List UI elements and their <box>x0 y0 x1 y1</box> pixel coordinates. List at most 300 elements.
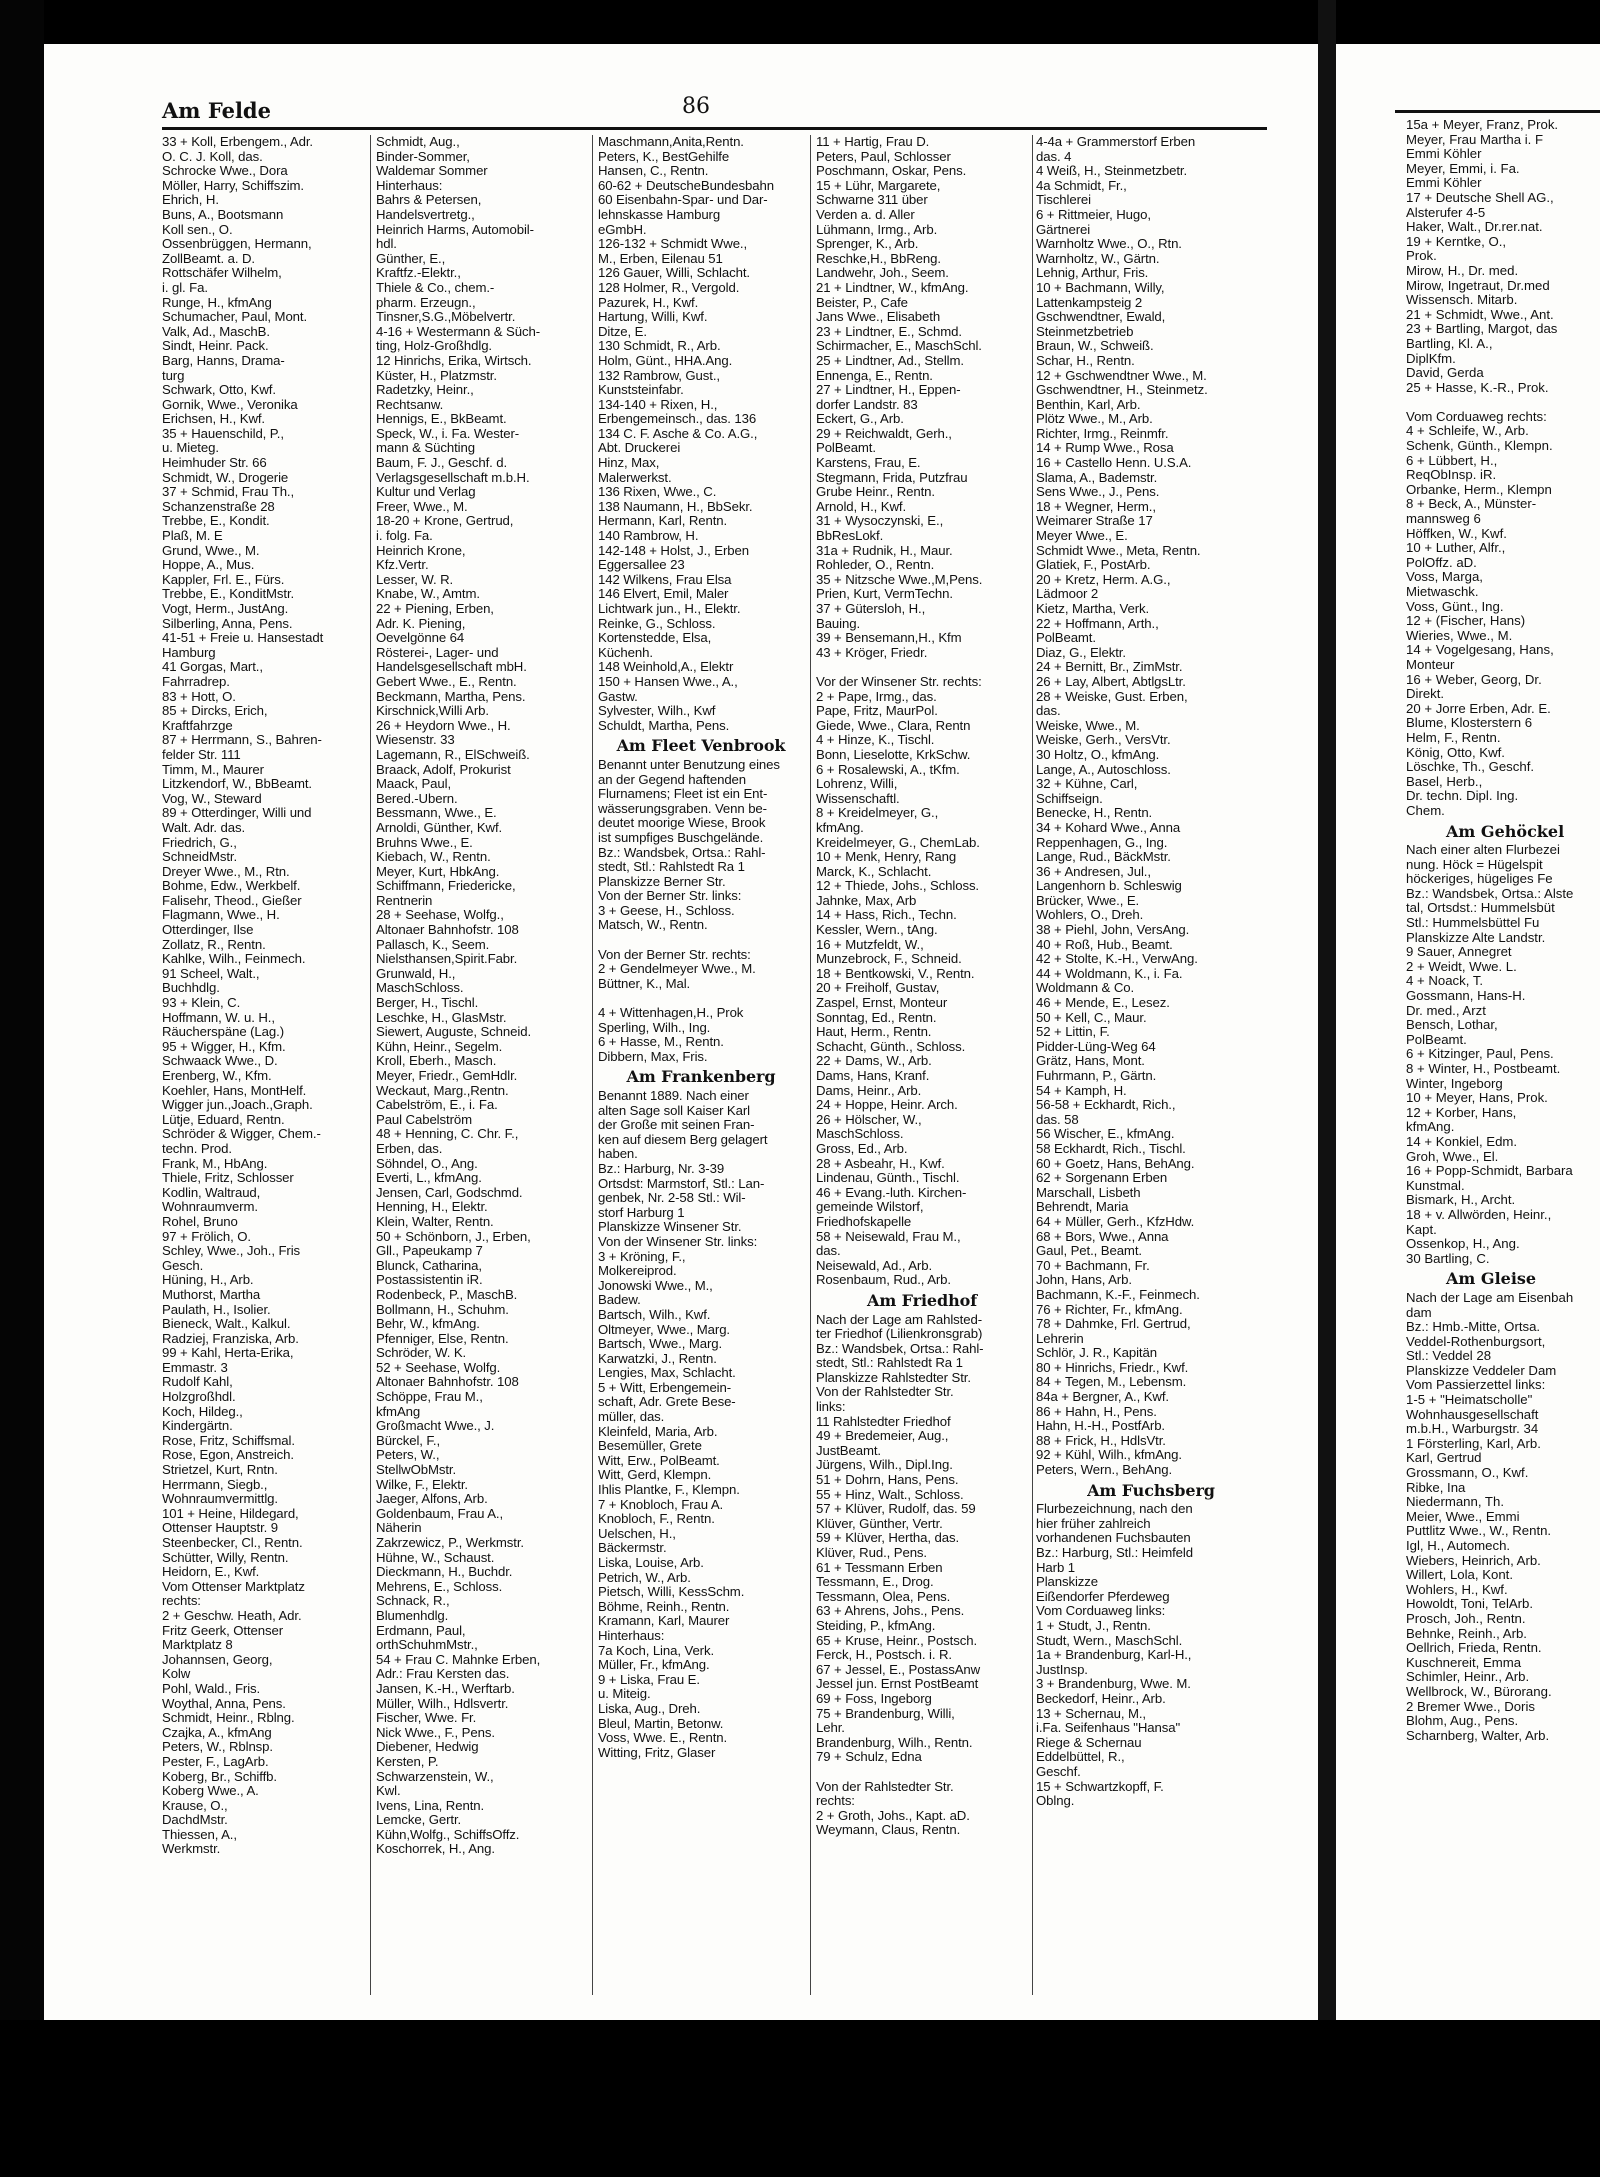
directory-entry: Thiessen, A., <box>162 1826 237 1842</box>
directory-entry: eGmbH. <box>598 221 647 237</box>
directory-entry: Kultur und Verlag <box>376 484 476 500</box>
directory-entry: Munzebrock, F., Schneid. <box>816 951 962 967</box>
directory-entry: Koll sen., O. <box>162 221 233 237</box>
directory-entry: Johannsen, Georg, <box>162 1651 273 1667</box>
directory-entry: Maack, Paul, <box>376 776 452 792</box>
directory-entry: Bachmann, K.-F., Feinmech. <box>1036 1286 1200 1302</box>
directory-entry: Mietwaschk. <box>1406 584 1479 599</box>
directory-entry: Heinrich Krone, <box>376 542 466 558</box>
directory-entry: 14 + Vogelgesang, Hans, <box>1406 642 1554 658</box>
directory-entry: Kahlke, Wilh., Feinmech. <box>162 951 306 967</box>
facing-header-rule <box>1395 110 1600 113</box>
directory-entry: Lühmann, Irmg., Arb. <box>816 221 938 237</box>
directory-entry: ken auf diesem Berg gelagert <box>598 1131 768 1147</box>
directory-entry: 21 + Schmidt, Wwe., Ant. <box>1406 306 1554 322</box>
directory-entry: Trebbe, E., KonditMstr. <box>162 586 295 602</box>
directory-entry: 130 Schmidt, R., Arb. <box>598 338 721 354</box>
directory-entry: Waldemar Sommer <box>376 163 488 179</box>
directory-entry: 18-20 + Krone, Gertrud, <box>376 513 514 529</box>
directory-entry: 54 + Kamph, H. <box>1036 1082 1127 1098</box>
directory-entry: Nach einer alten Flurbezei <box>1406 842 1560 858</box>
directory-entry: Rose, Egon, Anstreich. <box>162 1447 294 1463</box>
directory-entry: Karstens, Frau, E. <box>816 455 921 471</box>
directory-entry: 21 + Lindtner, W., kfmAng. <box>816 279 969 295</box>
directory-entry: deutet moorige Wiese, Brook <box>598 815 766 831</box>
directory-entry: 8 + Kreidelmeyer, G., <box>816 805 939 821</box>
directory-entry: i. folg. Fa. <box>376 528 433 544</box>
directory-entry: Gross, Ed., Arb. <box>816 1140 908 1156</box>
directory-entry: Kuschnereit, Emma <box>1406 1654 1522 1670</box>
directory-entry: Howoldt, Toni, TelArb. <box>1406 1596 1534 1612</box>
directory-entry: Prien, Kurt, VermTechn. <box>816 586 953 602</box>
running-head-street: Am Felde <box>162 98 271 123</box>
directory-entry: Besemüller, Grete <box>598 1438 702 1454</box>
directory-entry: alten Sage soll Kaiser Karl <box>598 1102 750 1118</box>
directory-entry: 22 + Dams, W., Arb. <box>816 1053 932 1069</box>
directory-entry: Holzgroßhdl. <box>162 1389 236 1405</box>
directory-entry: Silberling, Anna, Pens. <box>162 615 293 631</box>
directory-entry: Hinz, Max, <box>598 455 660 471</box>
directory-entry: Meyer, Friedr., GemHdlr. <box>376 1068 518 1083</box>
directory-entry: Witt, Erw., PolBeamt. <box>598 1452 720 1468</box>
directory-entry: Nach der Lage am Eisenbah <box>1406 1289 1574 1305</box>
directory-entry: Witt, Gerd, Klempn. <box>598 1467 712 1483</box>
directory-entry: 36 + Andresen, Jul., <box>1036 863 1151 879</box>
directory-entry: 12 + Gschwendtner Wwe., M. <box>1036 367 1207 383</box>
directory-entry: Wohnraumverm. <box>162 1199 258 1215</box>
directory-entry: Flurbezeichnung, nach den <box>1036 1501 1193 1517</box>
directory-entry: 8 + Winter, H., Postbeamt. <box>1406 1061 1561 1076</box>
directory-entry: JustInsp. <box>1036 1661 1088 1677</box>
directory-entry: 52 + Littin, F. <box>1036 1024 1110 1040</box>
directory-entry: Voss, Marga, <box>1406 569 1483 585</box>
directory-entry: MaschSchloss. <box>816 1126 904 1142</box>
directory-entry: 48 + Henning, C. Chr. F., <box>376 1126 519 1142</box>
directory-entry: höckeriges, hügeliges Fe <box>1406 871 1553 887</box>
directory-entry: Beister, P., Cafe <box>816 294 908 310</box>
directory-entry: Vom Corduaweg links: <box>1036 1603 1166 1619</box>
directory-entry: 15 + Lühr, Margarete, <box>816 177 941 193</box>
directory-entry: 31a + Rudnik, H., Maur. <box>816 542 953 558</box>
directory-entry: Rechtsanw. <box>376 396 444 412</box>
directory-entry: 50 + Kell, C., Maur. <box>1036 1009 1147 1025</box>
directory-entry: Pfenniger, Else, Rentn. <box>376 1330 509 1346</box>
directory-entry: Niedermann, Th. <box>1406 1494 1504 1510</box>
directory-entry: Grube Heinr., Rentn. <box>816 484 935 500</box>
directory-entry: Mirow, H., Dr. med. <box>1406 262 1519 278</box>
directory-entry: Nielsthansen,Spirit.Fabr. <box>376 951 518 967</box>
directory-entry: Schöppe, Frau M., <box>376 1389 483 1405</box>
directory-entry: Friedrich, G., <box>162 834 237 850</box>
directory-entry: Müller, Fr., kfmAng. <box>598 1657 710 1673</box>
directory-entry: Schuldt, Martha, Pens. <box>598 717 730 733</box>
directory-entry: Malerwerkst. <box>598 469 672 485</box>
directory-entry: Lengies, Max, Schlacht. <box>598 1365 736 1381</box>
directory-entry: Rösterei-, Lager- und <box>376 644 499 660</box>
directory-entry: 6 + Rittmeier, Hugo, <box>1036 206 1151 222</box>
directory-entry: Gastw. <box>598 688 638 704</box>
directory-entry: 126 Gauer, Willi, Schlacht. <box>598 265 750 281</box>
directory-entry: 17 + Deutsche Shell AG., <box>1406 189 1554 205</box>
directory-entry: Bäckermstr. <box>598 1540 667 1556</box>
directory-entry: wässerungsgraben. Venn be- <box>598 800 767 816</box>
directory-entry: Bieneck, Walt., Kalkul. <box>162 1316 291 1332</box>
directory-entry: 52 + Seehase, Wolfg. <box>376 1359 501 1375</box>
directory-entry: Henning, H., Elektr. <box>376 1199 488 1215</box>
directory-entry: Reinke, G., Schloss. <box>598 615 716 631</box>
directory-entry: Von der Rahlstedter Str. <box>816 1778 954 1794</box>
directory-entry: Jansen, K.-H., Werftarb. <box>376 1680 515 1696</box>
directory-entry: Wilke, F., Elektr. <box>376 1476 468 1492</box>
directory-entry: Weymann, Claus, Rentn. <box>816 1822 961 1838</box>
directory-entry: 60 Eisenbahn-Spar- und Dar- <box>598 192 768 208</box>
directory-entry: Hinterhaus: <box>598 1627 665 1643</box>
directory-entry: Kwl. <box>376 1783 401 1799</box>
directory-entry: Koehler, Hans, MontHelf. <box>162 1082 307 1098</box>
directory-entry: Steinmetzbetrieb <box>1036 323 1134 339</box>
directory-entry: Stegmann, Frida, Putzfrau <box>816 469 968 485</box>
directory-entry: Valk, Ad., MaschB. <box>162 323 270 339</box>
directory-entry: kfmAng. <box>1406 1119 1455 1135</box>
directory-entry: Koberg Wwe., A. <box>162 1783 259 1799</box>
directory-entry: Bz.: Wandsbek, Ortsa.: Rahl- <box>816 1340 984 1356</box>
directory-entry: Radetzky, Heinr., <box>376 382 474 398</box>
column-divider <box>810 135 811 1995</box>
directory-entry: Ferck, H., Postsch. i. R. <box>816 1647 952 1663</box>
directory-entry: der Große mit seinen Fran- <box>598 1117 755 1133</box>
directory-entry: König, Otto, Kwf. <box>1406 744 1505 760</box>
directory-entry: Harb 1 <box>1036 1559 1075 1575</box>
directory-entry: Verlagsgesellschaft m.b.H. <box>376 469 530 485</box>
directory-entry: hier früher zahlreich <box>1036 1515 1151 1531</box>
directory-entry: Wohnhausgesellschaft <box>1406 1406 1539 1422</box>
directory-entry: storf Harburg 1 <box>598 1204 685 1220</box>
directory-entry: Paul Cabelström <box>376 1111 472 1127</box>
directory-entry: Wohlers, H., Kwf. <box>1406 1581 1508 1597</box>
directory-entry: 11 + Hartig, Frau D. <box>816 135 930 149</box>
directory-entry: Bollmann, H., Schuhm. <box>376 1301 509 1317</box>
directory-entry: Gschwendtner, H., Steinmetz. <box>1036 382 1208 398</box>
directory-entry: Reppenhagen, G., Ing. <box>1036 834 1168 850</box>
directory-entry: Flagmann, Wwe., H. <box>162 907 280 923</box>
directory-entry: 40 + Roß, Hub., Beamt. <box>1036 936 1173 952</box>
directory-entry: Dams, Hans, Kranf. <box>816 1068 930 1083</box>
directory-entry: Meyer, Kurt, HbkAng. <box>376 863 500 879</box>
directory-entry: 16 + Castello Henn. U.S.A. <box>1036 455 1192 471</box>
directory-column-3 <box>598 135 804 2005</box>
directory-entry: Rohel, Bruno <box>162 1213 238 1229</box>
directory-entry: Eißendorfer Pferdeweg <box>1036 1588 1170 1604</box>
directory-entry: Rosenbaum, Rud., Arb. <box>816 1272 951 1288</box>
directory-entry: Bz.: Harburg, Nr. 3-39 <box>598 1160 725 1176</box>
directory-entry: 15 + Schwartzkopff, F. <box>1036 1778 1164 1794</box>
directory-entry: Kreidelmeyer, G., ChemLab. <box>816 834 980 850</box>
directory-entry: Müller, Wilh., Hdlsvertr. <box>376 1695 509 1711</box>
directory-entry: Thiele & Co., chem.- <box>376 279 495 295</box>
directory-entry: 20 + Freiholf, Gustav, <box>816 980 940 996</box>
directory-entry: Knabe, W., Amtm. <box>376 586 480 602</box>
directory-entry: Schimler, Heinr., Arb. <box>1406 1669 1530 1685</box>
directory-entry: Bensch, Lothar, <box>1406 1017 1498 1033</box>
directory-entry: 1 Försterling, Karl, Arb. <box>1406 1435 1541 1451</box>
directory-entry: Kodlin, Waltraud, <box>162 1184 261 1200</box>
directory-entry: Hüning, H., Arb. <box>162 1272 254 1288</box>
directory-entry: Prok. <box>1406 248 1437 264</box>
directory-column-1 <box>162 135 367 2005</box>
directory-entry: an der Gegend haftenden <box>598 771 747 787</box>
directory-entry: Tischlerei <box>1036 192 1091 208</box>
directory-entry: Klüver, Günther, Vertr. <box>816 1515 943 1531</box>
street-heading: Am Frankenberg <box>626 1067 776 1087</box>
directory-entry: Warnholtz Wwe., O., Rtn. <box>1036 236 1182 252</box>
directory-entry: Planskizze Alte Landstr. <box>1406 929 1546 945</box>
spacer <box>816 1765 1028 1780</box>
directory-entry: rechts: <box>162 1593 201 1609</box>
scan-border-bottom <box>0 2020 1600 2177</box>
directory-entry: Benecke, H., Rentn. <box>1036 805 1153 821</box>
directory-entry: Koberg, Br., Schiffb. <box>162 1768 277 1784</box>
directory-entry: 88 + Frick, H., HdlsVtr. <box>1036 1432 1166 1448</box>
directory-entry: Höffken, W., Kwf. <box>1406 525 1507 541</box>
directory-entry: 46 + Mende, E., Lesez. <box>1036 995 1170 1011</box>
directory-entry: Adr.: Frau Kersten das. <box>376 1666 510 1682</box>
directory-entry: Everti, L., kfmAng. <box>376 1170 482 1186</box>
directory-entry: Ditze, E. <box>598 323 647 339</box>
directory-entry: 34 + Kohard Wwe., Anna <box>1036 819 1181 835</box>
directory-entry: Mirow, Ingetraut, Dr.med <box>1406 277 1550 293</box>
directory-entry: Oblng. <box>1036 1793 1075 1809</box>
directory-entry: Tessmann, Olea, Pens. <box>816 1588 951 1604</box>
directory-entry: 138 Naumann, H., BbSekr. <box>598 498 753 514</box>
directory-entry: Oevelgönne 64 <box>376 630 465 646</box>
directory-entry: 84 + Tegen, M., Lebensm. <box>1036 1374 1187 1390</box>
directory-entry: 33 + Koll, Erbengem., Adr. <box>162 135 313 149</box>
directory-entry: Ivens, Lina, Rentn. <box>376 1797 485 1813</box>
directory-entry: 4-4a + Grammerstorf Erben <box>1036 135 1196 149</box>
directory-entry: 61 + Tessmann Erben <box>816 1559 943 1575</box>
directory-entry: 35 + Hauenschild, P., <box>162 425 284 441</box>
directory-entry: 142 Wilkens, Frau Elsa <box>598 571 732 587</box>
directory-entry: Studt, Wern., MaschSchl. <box>1036 1632 1183 1648</box>
directory-entry: 67 + Jessel, E., PostassAnw <box>816 1661 981 1677</box>
directory-entry: m.b.H., Warburgstr. 34 <box>1406 1421 1539 1437</box>
directory-entry: 60-62 + DeutscheBundesbahn <box>598 177 774 193</box>
directory-entry: Orbanke, Herm., Klempn <box>1406 481 1552 497</box>
directory-entry: Kühn, Heinr., Segelm. <box>376 1038 503 1054</box>
directory-entry: 60 + Goetz, Hans, BehAng. <box>1036 1155 1195 1171</box>
directory-entry: Dr. med., Arzt <box>1406 1002 1486 1018</box>
directory-entry: Großmacht Wwe., J. <box>376 1418 495 1434</box>
directory-entry: Sindt, Heinr. Pack. <box>162 338 269 354</box>
directory-entry: Riege & Schernau <box>1036 1734 1142 1750</box>
directory-entry: Schwarzenstein, W., <box>376 1768 494 1784</box>
street-heading: Am Friedhof <box>867 1290 977 1310</box>
directory-entry: Bismark, H., Archt. <box>1406 1192 1516 1208</box>
directory-entry: Witting, Fritz, Glaser <box>598 1744 716 1760</box>
directory-entry: Weckaut, Marg.,Rentn. <box>376 1082 509 1098</box>
directory-entry: Diebener, Hedwig <box>376 1739 479 1755</box>
directory-entry: Kappler, Frl. E., Fürs. <box>162 571 285 587</box>
directory-entry: Czajka, A., kfmAng <box>162 1724 272 1740</box>
directory-entry: Bz.: Hmb.-Mitte, Ortsa. <box>1406 1319 1541 1335</box>
directory-entry: 140 Rambrow, H. <box>598 528 699 544</box>
directory-entry: Bessmann, Wwe., E. <box>376 805 497 821</box>
directory-entry: turg <box>162 367 185 383</box>
directory-entry: Fischer, Wwe. Fr. <box>376 1710 477 1726</box>
facing-page-column <box>1406 118 1600 1743</box>
directory-entry: Schar, H., Rentn. <box>1036 352 1135 368</box>
directory-entry: Lehnig, Arthur, Fris. <box>1036 265 1149 281</box>
directory-entry: Helm, F., Rentn. <box>1406 729 1501 745</box>
directory-entry: Kühn,Wolfg., SchiffsOffz. <box>376 1826 520 1842</box>
directory-entry: 142-148 + Holst, J., Erben <box>598 542 749 558</box>
directory-entry: 14 + Rump Wwe., Rosa <box>1036 440 1174 456</box>
directory-entry: Ennenga, E., Rentn. <box>816 367 933 383</box>
directory-entry: 2 + Geschw. Heath, Adr. <box>162 1607 302 1623</box>
directory-entry: 30 Bartling, C. <box>1406 1250 1490 1266</box>
directory-entry: Vom Passierzettel links: <box>1406 1377 1546 1393</box>
directory-entry: 28 + Asbeahr, H., Kwf. <box>816 1155 945 1171</box>
directory-entry: Fritz Geerk, Ottenser <box>162 1622 284 1638</box>
directory-entry: Lange, A., Autoschloss. <box>1036 761 1171 777</box>
directory-entry: i.Fa. Seifenhaus "Hansa" <box>1036 1720 1181 1736</box>
directory-entry: Liska, Aug., Dreh. <box>598 1700 701 1716</box>
directory-entry: Hoffmann, W. u. H., <box>162 1009 275 1025</box>
directory-entry: Gll., Papeukamp 7 <box>376 1243 483 1259</box>
directory-entry: Dibbern, Max, Fris. <box>598 1048 708 1064</box>
directory-entry: 12 + Korber, Hans, <box>1406 1104 1517 1120</box>
directory-entry: DiplKfm. <box>1406 350 1456 366</box>
directory-entry: Gschwendtner, Ewald, <box>1036 309 1166 325</box>
directory-entry: 18 + Bentkowski, V., Rentn. <box>816 965 975 981</box>
directory-entry: Wissenschaftl. <box>816 790 900 806</box>
directory-entry: Von der Berner Str. rechts: <box>598 946 751 962</box>
directory-entry: Sens Wwe., J., Pens. <box>1036 484 1160 500</box>
directory-entry: 27 + Lindtner, H., Eppen- <box>816 382 961 398</box>
directory-entry: Klein, Walter, Rentn. <box>376 1213 494 1229</box>
directory-entry: 80 + Hinrichs, Friedr., Kwf. <box>1036 1359 1189 1375</box>
directory-entry: Marktplatz 8 <box>162 1637 233 1653</box>
street-heading: Am Fleet Venbrook <box>616 736 786 756</box>
directory-entry: Kramann, Karl, Maurer <box>598 1613 730 1629</box>
directory-entry: Jans Wwe., Elisabeth <box>816 309 941 325</box>
directory-entry: Weiske, Wwe., M. <box>1036 717 1140 733</box>
directory-entry: Schacht, Günth., Schloss. <box>816 1038 966 1054</box>
directory-entry: 3 + Geese, H., Schloss. <box>598 902 735 918</box>
directory-entry: 2 Bremer Wwe., Doris <box>1406 1698 1535 1714</box>
directory-entry: 20 + Jorre Erben, Adr. E. <box>1406 700 1551 716</box>
directory-entry: 32 + Kühne, Carl, <box>1036 776 1138 792</box>
directory-entry: Radziej, Franziska, Arb. <box>162 1330 299 1346</box>
directory-entry: Braun, W., Schweiß. <box>1036 338 1154 354</box>
directory-entry: Meier, Wwe., Emmi <box>1406 1508 1520 1524</box>
directory-entry: Peters, W., <box>376 1447 440 1463</box>
directory-entry: Runge, H., kfmAng <box>162 294 272 310</box>
directory-entry: Binder-Sommer, <box>376 148 470 164</box>
directory-entry: Maschmann,Anita,Rentn. <box>598 135 744 149</box>
directory-entry: Winter, Ingeborg <box>1406 1075 1503 1091</box>
directory-entry: Bartling, Kl. A., <box>1406 335 1493 351</box>
directory-entry: 101 + Heine, Hildegard, <box>162 1505 299 1521</box>
directory-entry: 54 + Frau C. Mahnke Erben, <box>376 1651 541 1667</box>
directory-entry: Pape, Fritz, MaurPol. <box>816 703 938 719</box>
directory-entry: 58 Eckhardt, Rich., Tischl. <box>1036 1140 1186 1156</box>
directory-entry: links: <box>816 1399 846 1415</box>
directory-entry: Paulath, H., Isolier. <box>162 1301 271 1317</box>
directory-entry: Marck, K., Schlacht. <box>816 863 932 879</box>
directory-entry: Voss, Günt., Ing. <box>1406 598 1504 614</box>
directory-entry: 28 + Seehase, Wolfg., <box>376 907 504 923</box>
directory-entry: Gebert Wwe., E., Rentn. <box>376 673 517 689</box>
directory-entry: Kindergärtn. <box>162 1418 233 1434</box>
directory-entry: Adr. K. Piening, <box>376 615 466 631</box>
directory-entry: 62 + Sorgenann Erben <box>1036 1170 1168 1186</box>
scan-border-top <box>0 0 1600 44</box>
directory-entry: Lehrerin <box>1036 1330 1084 1346</box>
directory-entry: 83 + Hott, O. <box>162 688 236 704</box>
directory-entry: 59 + Klüver, Hertha, das. <box>816 1530 960 1546</box>
directory-entry: Kraftfahrzge <box>162 717 233 733</box>
directory-entry: Lemcke, Gertr. <box>376 1812 462 1828</box>
directory-entry: Karwatzki, J., Rentn. <box>598 1350 717 1366</box>
directory-entry: das. <box>816 1243 841 1259</box>
directory-entry: Mehrens, E., Schloss. <box>376 1578 503 1594</box>
directory-entry: Behr, W., kfmAng. <box>376 1316 480 1332</box>
directory-entry: John, Hans, Arb. <box>1036 1272 1132 1288</box>
directory-entry: Emmi Köhler <box>1406 146 1482 162</box>
directory-entry: Steiding, P., kfmAng. <box>816 1617 936 1633</box>
directory-entry: orthSchuhmMstr., <box>376 1637 478 1653</box>
directory-entry: Bz.: Wandsbek, Ortsa.: Alste <box>1406 885 1574 901</box>
directory-entry: Reschke,H., BbReng. <box>816 250 941 266</box>
directory-entry: 58 + Neisewald, Frau M., <box>816 1228 961 1244</box>
directory-entry: Ribke, Ina <box>1406 1479 1466 1495</box>
directory-entry: Jonowski Wwe., M., <box>598 1277 713 1293</box>
directory-entry: Schumacher, Paul, Mont. <box>162 309 308 325</box>
directory-entry: Rottschäfer Wilhelm, <box>162 265 282 281</box>
directory-entry: 1 + Studt, J., Rentn. <box>1036 1617 1151 1633</box>
directory-entry: 4 + Noack, T. <box>1406 973 1484 989</box>
directory-entry: 24 + Bernitt, Br., ZimMstr. <box>1036 659 1183 675</box>
directory-entry: Wiesenstr. 33 <box>376 732 455 748</box>
directory-entry: Rudolf Kahl, <box>162 1374 233 1390</box>
directory-entry: Voss, Wwe. E., Rentn. <box>598 1730 728 1746</box>
directory-entry: Schmidt, Aug., <box>376 135 460 149</box>
directory-entry: das. 4 <box>1036 148 1072 164</box>
directory-entry: 148 Weinhold,A., Elektr <box>598 659 734 675</box>
directory-entry: Bartsch, Wwe., Marg. <box>598 1336 723 1352</box>
directory-entry: 89 + Otterdinger, Willi und <box>162 805 312 821</box>
directory-entry: ter Friedhof (Lilienkronsgrab) <box>816 1326 983 1342</box>
directory-entry: Büttner, K., Mal. <box>598 975 691 991</box>
directory-entry: 29 + Reichwaldt, Gerh., <box>816 425 952 441</box>
directory-entry: Karl, Gertrud <box>1406 1450 1482 1466</box>
directory-entry: 10 + Menk, Henry, Rang <box>816 849 957 865</box>
directory-entry: Blumenhdlg. <box>376 1607 449 1623</box>
directory-entry: Werkmstr. <box>162 1841 221 1857</box>
directory-entry: 150 + Hansen Wwe., A., <box>598 673 738 689</box>
directory-entry: Gaul, Pet., Beamt. <box>1036 1243 1142 1259</box>
directory-entry: Schwark, Otto, Kwf. <box>162 382 276 398</box>
directory-entry: Lindenau, Günth., Tischl. <box>816 1170 960 1186</box>
directory-entry: Gärtnerei <box>1036 221 1091 237</box>
directory-entry: Schmidt, W., Drogerie <box>162 469 289 485</box>
directory-entry: Knobloch, F., Rentn. <box>598 1511 715 1527</box>
directory-entry: Kortenstedde, Elsa, <box>598 630 712 646</box>
directory-entry: 8 + Beck, A., Münster- <box>1406 496 1537 512</box>
directory-entry: Meyer, Emmi, i. Fa. <box>1406 160 1520 176</box>
directory-entry: Jürgens, Wilh., Dipl.Ing. <box>816 1457 953 1473</box>
